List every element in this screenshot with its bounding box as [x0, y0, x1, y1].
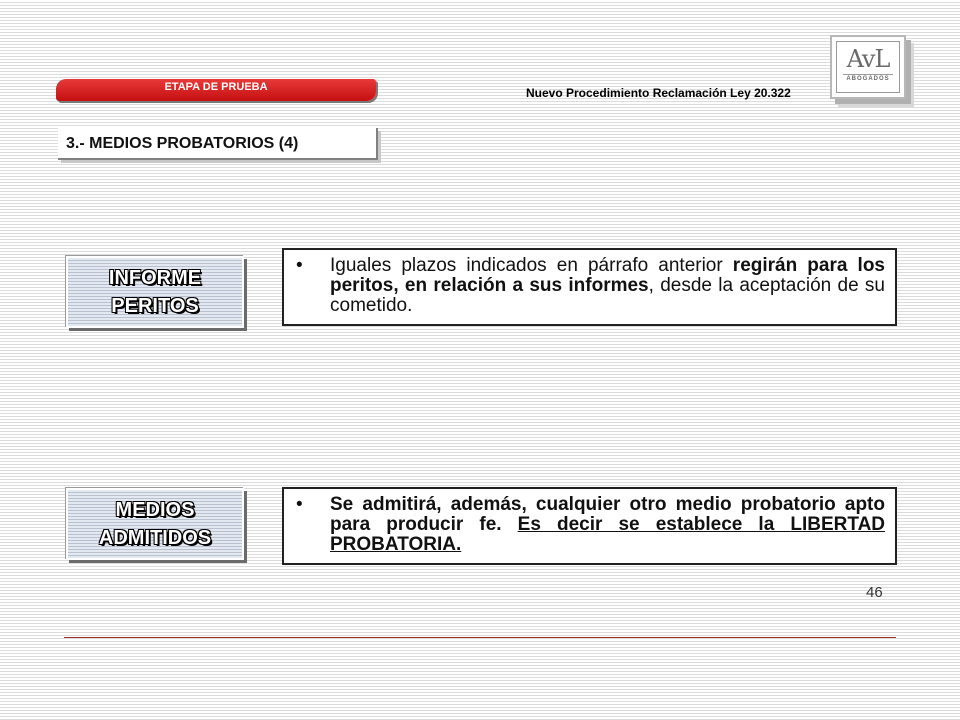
label-informe-peritos — [66, 256, 244, 328]
text-space — [502, 514, 518, 535]
label-line: PERITOS — [111, 295, 199, 317]
stage-banner: ETAPA DE PRUEBA — [56, 79, 376, 101]
footer-rule — [64, 637, 896, 638]
document-title: Nuevo Procedimiento Reclamación Ley 20.322 — [526, 86, 791, 100]
section-title: 3.- MEDIOS PROBATORIOS (4) — [58, 128, 378, 160]
text-bold: regirán para los peritos, en relación a sus informes — [330, 255, 885, 296]
text-segment: , desde la aceptación de su cometido. — [330, 275, 885, 316]
label-line: ADMITIDOS — [98, 527, 212, 549]
logo-text: AvL — [846, 45, 890, 73]
text-underlined: Es decir se establece la — [517, 514, 791, 535]
text-box-medios — [282, 487, 897, 565]
bullet: • — [296, 494, 303, 515]
logo-subtitle: ABOGADOS — [846, 76, 890, 82]
text-segment: Iguales plazos indicados en párrafo anterior — [330, 255, 733, 276]
text-bold: Se admitirá, además, cualquier otro medio probatorio apto para producir fe. — [330, 494, 885, 535]
text-box-peritos — [282, 248, 897, 326]
logo-divider — [843, 74, 893, 75]
label-line: MEDIOS — [115, 499, 195, 521]
bullet: • — [296, 255, 303, 276]
firm-logo — [830, 35, 906, 99]
text-underlined-emphasis: LIBERTAD PROBATORIA. — [330, 514, 886, 555]
label-medios-admitidos — [66, 488, 244, 560]
page-number: 46 — [866, 584, 883, 601]
label-line: INFORME — [108, 267, 202, 289]
